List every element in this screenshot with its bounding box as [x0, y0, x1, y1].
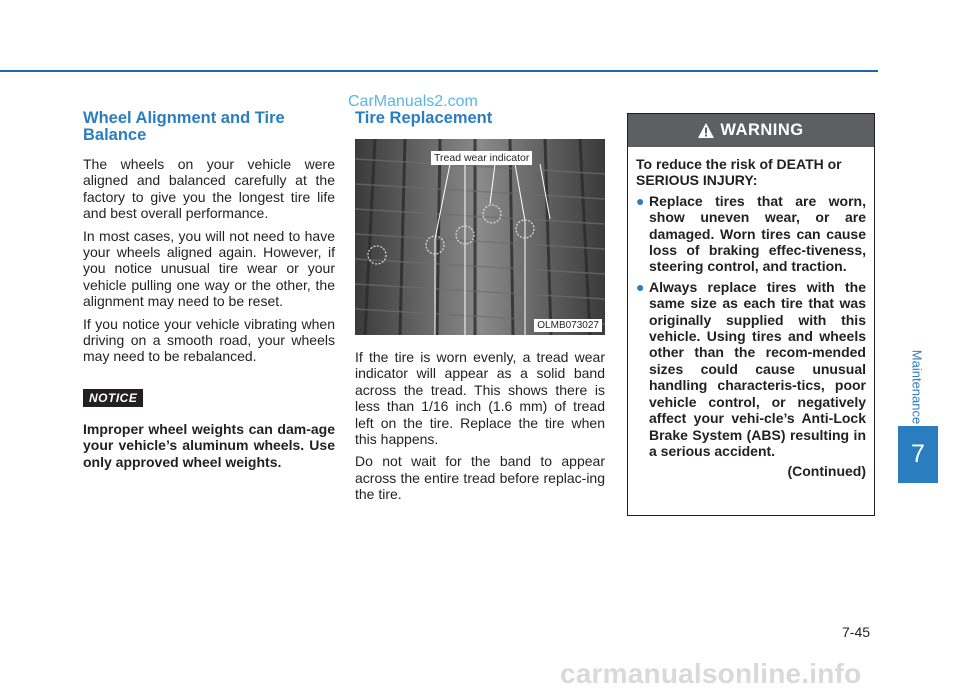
middle-column: [355, 110, 605, 509]
warning-header: [628, 114, 874, 147]
tire-tread-image: [355, 139, 605, 335]
paragraph: If you notice your vehicle vibrating when driving on a smooth road, your wheels may need to be rebalanced.: [83, 315, 335, 365]
warning-item: ● Replace tires that are worn, show uneven wear, or are damaged. Worn tires can cause loss of braking effec-tiveness, steering control, and traction.: [636, 192, 866, 275]
bullet-icon: ●: [636, 192, 645, 209]
warning-triangle-icon: [698, 123, 714, 138]
watermark-top[interactable]: CarManuals2.com: [348, 93, 478, 110]
section-heading-replacement: Tire Replacement: [355, 109, 493, 127]
warning-box: [627, 113, 875, 516]
left-column: [83, 110, 335, 470]
paragraph: If the tire is worn evenly, a tread wear indicator will appear as a solid band across the tread. This shows there is less than 1/16 inch (1.6 mm) of tread left on the tire. Replace the tire when this happens.: [355, 349, 605, 448]
warning-title: WARNING: [720, 121, 804, 139]
warning-intro: To reduce the risk of DEATH or SERIOUS INJURY:: [636, 156, 842, 189]
section-tab-label[interactable]: [906, 342, 928, 432]
section-heading-alignment: Wheel Alignment and Tire Balance: [83, 109, 285, 144]
bullet-icon: ●: [636, 278, 645, 295]
watermark-bottom: carmanualsonline.info: [560, 658, 862, 689]
tire-tread-figure: [355, 139, 605, 335]
paragraph: Do not wait for the band to appear across the entire tread before replac-ing the tire.: [355, 453, 605, 503]
continued-label: (Continued): [787, 463, 866, 480]
figure-code: OLMB073027: [534, 319, 602, 332]
section-tab-text: Maintenance: [909, 349, 925, 425]
warning-item: ● Always replace tires with the same size as each tire that was originally supplied with this vehicle. Using tires and wheels other than the recom-mended sizes could cause unusual handling characteris-tics, poor vehicle control, or negatively affect your vehi-cle’s Anti-Lock Brake System (ABS) resulting in a serious accident.: [636, 278, 866, 459]
paragraph: In most cases, you will not need to have your wheels aligned again. However, if you notice unusual tire wear or your vehicle pulling one way or the other, the alignment may need to be reset.: [83, 227, 335, 310]
notice-badge: NOTICE: [83, 389, 143, 407]
warning-list: [636, 193, 866, 460]
section-tab-number[interactable]: 7: [898, 426, 938, 483]
warning-body: [628, 147, 874, 480]
header-rule: [0, 70, 878, 72]
page-number: 7-45: [842, 624, 871, 640]
notice-text: Improper wheel weights can dam-age your vehicle’s aluminum wheels. Use only approved wheel weights.: [83, 420, 335, 470]
figure-callout-label: Tread wear indicator: [431, 151, 532, 165]
paragraph: The wheels on your vehicle were aligned and balanced carefully at the factory to give you the longest tire life and best overall performance.: [83, 156, 335, 222]
